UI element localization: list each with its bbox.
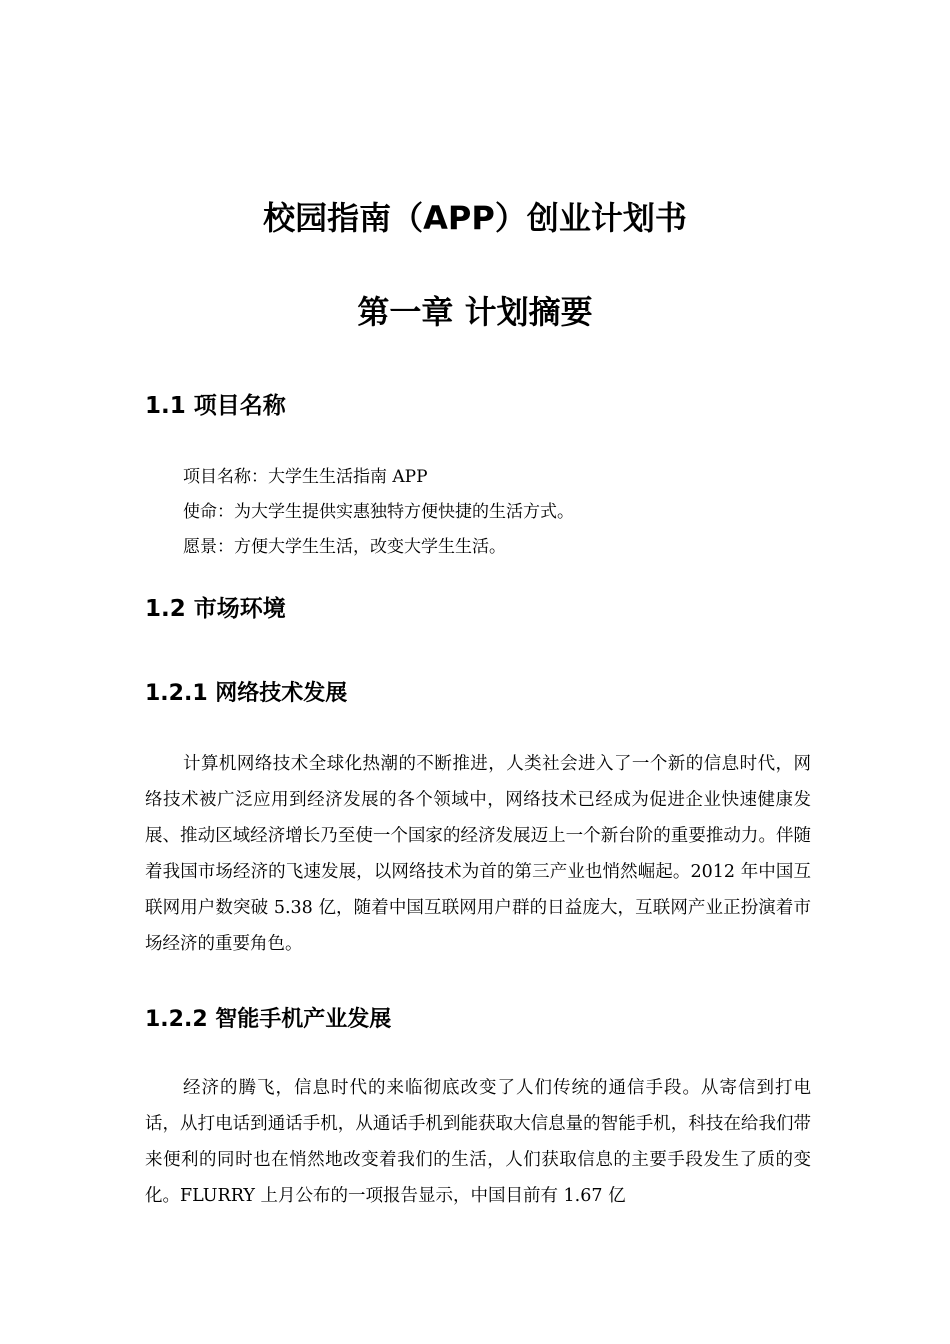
chapter-title: 第一章 计划摘要 (357, 293, 593, 331)
smartphone-paragraph: 经济的腾飞，信息时代的来临彻底改变了人们传统的通信手段。从寄信到打电话，从打电话到通话手机，从通话手机到能获取大信息量的智能手机，科技在给我们带来便利的同时也在悄然地改变着我们的生活，人们获取信息的主要手段发生了质的变化。FLURRY 上月公布的一项报告显示，中国目前有 1.67 亿 (145, 1078, 811, 1206)
network-tech-paragraph: 计算机网络技术全球化热潮的不断推进，人类社会进入了一个新的信息时代，网络技术被广泛应用到经济发展的各个领域中，网络技术已经成为促进企业快速健康发展、推动区域经济增长乃至使一个国家的经济发展迈上一个新台阶的重要推动力。伴随着我国市场经济的飞速发展，以网络技术为首的第三产业也悄然崛起。2012 年中国互联网用户数突破 5.38 亿，随着中国互联网用户群的日益庞大，互联网产业正扮演着市场经济的重要角色。 (145, 754, 811, 954)
section-1-1-heading: 1.1 项目名称 (145, 393, 286, 419)
section-1-2-2-heading: 1.2.2 智能手机产业发展 (145, 1007, 392, 1032)
vision-line: 愿景：方便大学生生活，改变大学生生活。 (183, 537, 506, 557)
document-title: 校园指南（APP）创业计划书 (263, 199, 687, 237)
project-name-line: 项目名称：大学生生活指南 APP (183, 467, 428, 487)
section-1-2-heading: 1.2 市场环境 (145, 596, 286, 622)
mission-line: 使命：为大学生提供实惠独特方便快捷的生活方式。 (183, 502, 574, 522)
section-1-2-1-heading: 1.2.1 网络技术发展 (145, 681, 348, 706)
